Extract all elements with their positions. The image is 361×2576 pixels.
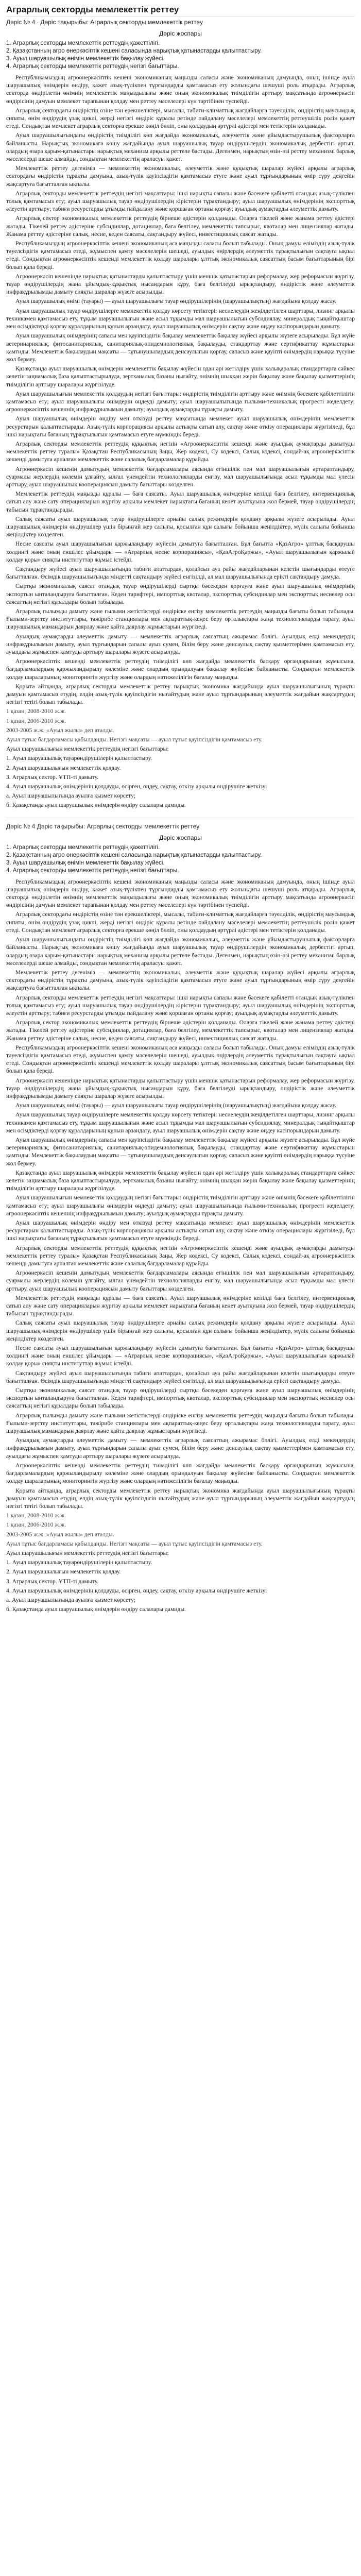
footnote: 1 қазан, 2006-2010 ж.ж. xyxy=(6,717,66,724)
breadcrumb-prefix: Дәріс № 4 xyxy=(6,19,36,26)
closing-list-item: 1. Ауыл шаруашылық тауарөндірушілерін қалыптастыру. xyxy=(6,1559,152,1566)
footnote: 1 қазан, 2006-2010 ж.ж. xyxy=(6,1521,66,1529)
body-paragraph: Агроөнеркәсіп кешенін дамытудың мемлекеттік бағдарламалары аясында егіншілік пен мал шаруашылығын әртараптандыру, суармалы жерлердің көлемін ұлғайту, ылғал үнемдейтін технологияларды енгізу, мал шаруашылығында асыл тұқымды мал үлесін арттыру, ауыл шаруашылық кооперациясын дамыту бағыттары көзделген. xyxy=(6,465,355,488)
footnote: 2003-2005 ж.ж. «Ауыл жылы» деп аталды. xyxy=(6,726,114,734)
body-paragraph: Агроөнеркәсіптік кешенді мемлекеттік реттеудің тиімділігі көп жағдайда мемлекеттік басқару органдарының жұмысына, бағдарламалардың қаржыландырылу көлеміне және олардың орындалуын бақылау жүйесіне байланысты. Сондықтан мемлекеттік қолдау шараларының мониторингін жүргізу және олардың нәтижелілігін бағалау маңызды. xyxy=(6,1462,355,1485)
body-paragraph: Сақтандыру жүйесі ауыл шаруашылығында табиғи апаттардан, қолайсыз ауа райы жағдайларынан келетін шығындарды өтеуге бағытталған. Өсімдік шаруашылығында міндетті сақтандыру жүйесі енгізілді, ал мал шаруашылығында ерікті сақтандыру дамуда. xyxy=(6,565,355,581)
body-paragraph: Аграрлық сектор экономикалық мемлекеттік реттеудің бірнеше әдістерін қолданады. Оларға тікелей және жанама реттеу әдістері жатады. Тікелей реттеу әдістеріне субсидиялар, дотациялар, баға белгілеу, мемлекеттік тапсырыс, квоталар мен лицензиялар жатады. Жанама реттеу әдістеріне салық, несие, кеден саясаты, сақтандыру жүйесі, инвестициялық саясат жатады. xyxy=(6,215,355,238)
body-paragraph: Ауыл шаруашылық өнімдерінің сапасы мен қауіпсіздігін бақылау мемлекеттік бақылау жүйесі арқылы жүзеге асырылады. Бұл жүйе ветеринариялық, фитосанитариялық, санитариялық-эпидемиологиялық бақылауды, стандарттау және сертификаттау жұмыстарын қамтиды. Мемлекеттік бақылаудың мақсаты — тұтынушылардың денсаулығын қорғау, сапасыз және қауіпті өнімдердің нарыққа түсуіне жол бермеу. xyxy=(6,332,355,363)
plan-item: 1. Аграрлық секторды мемлекеттік реттеудің қажеттілігі. xyxy=(6,40,160,46)
body-paragraph: Ауыл шаруашылық тауар өндірушілерге мемлекеттік қолдау көрсету тетіктері: несиелеудің жеңілдетілген шарттары, лизинг арқылы техникамен қамтамасыз ету, тұқым шаруашылығын және асыл тұқымды мал шаруашылығын субсидиялау, минералдық тыңайтқыштар мен өсімдіктерді қорғау құралдарының құнын арзандату, ауыл шаруашылық өнімдерін сақтау және өңдеу кәсіпорындарын дамыту. xyxy=(6,1111,355,1134)
plan-item: 4. Аграрлық секторды мемлекеттік реттеудің негізгі бағыттары. xyxy=(6,63,179,70)
body-paragraph: Ауыл шаруашылық өнімдерінің сапасы мен қауіпсіздігін бақылау мемлекеттік бақылау жүйесі арқылы жүзеге асырылады. Бұл жүйе ветеринариялық, фитосанитариялық, санитариялық-эпидемиологиялық бақылауды, стандарттау және сертификаттау жұмыстарын қамтиды. Мемлекеттік бақылаудың мақсаты — тұтынушылардың денсаулығын қорғау, сапасыз және қауіпті өнімдердің нарыққа түсуіне жол бермеу. xyxy=(6,1136,355,1167)
plan-item: 1. Аграрлық секторды мемлекеттік реттеудің қажеттілігі. xyxy=(6,844,160,851)
body-paragraph: Ауыл шаруашылық өнімі (тауары) — ауыл шаруашылығы тауар өндірушілерінің (шаруашылықтың) жағдайына қолдау жасау. xyxy=(15,1102,336,1109)
body-paragraph: Қазақстанда ауыл шаруашылық өнімдерін мемлекеттік бақылау жүйесін одан әрі жетілдіру үшін халықаралық стандарттарға сәйкес келетін заңнамалық база қалыптастырылуда, зертханалық базаны нығайту, өнімнің шыққан жерін бақылау және бақылау қызметтерінің тиімділігін арттыру шаралары жүргізілуде. xyxy=(6,1169,355,1192)
body-paragraph: Ауылдық аумақтарды әлеуметтік дамыту — мемлекеттік аграрлық саясаттың ажырамас бөлігі. Ауылдық елді мекендердің инфрақұрылымын дамыту, ауыл тұрғындарын сапалы ауыз сумен, білім беру және денсаулық сақтау қызметтерімен қамтамасыз ету, ауылдағы жұмыспен қамтуды арттыру шаралары жүзеге асырылуда. xyxy=(6,633,355,656)
body-paragraph: Ауыл шаруашылық тауар өндірушілерге мемлекеттік қолдау көрсету тетіктері: несиелеудің жеңілдетілген шарттары, лизинг арқылы техникамен қамтамасыз ету, тұқым шаруашылығын және асыл тұқымды мал шаруашылығын субсидиялау, минералдық тыңайтқыштар мен өсімдіктерді қорғау құралдарының құнын арзандату, ауыл шаруашылық өнімдерін сақтау және өңдеу кәсіпорындарын дамыту. xyxy=(6,307,355,330)
plan-item: 3. Ауыл шаруашылық өнімін мемлекеттік бақылау жүйесі. xyxy=(6,56,165,62)
plan-item: 2. Қазақстанның агро өнеркәсіптік кешені саласында нарықтық қатынастарды қалыптастыру. xyxy=(6,48,262,54)
body-paragraph: Қазақстанда ауыл шаруашылық өнімдерін мемлекеттік бақылау жүйесін одан әрі жетілдіру үшін халықаралық стандарттарға сәйкес келетін заңнамалық база қалыптастырылуда, зертханалық базаны нығайту, өнімнің шыққан жерін бақылау және бақылау қызметтерінің тиімділігін арттыру шаралары жүргізілуде. xyxy=(6,365,355,388)
body-paragraph: Несие саясаты ауыл шаруашылығын қаржыландыру жүйесін дамытуға бағытталған. Бұл бағытта «ҚазАгро» ұлттық басқарушы холдингі және оның еншілес ұйымдары — «Аграрлық несие корпорациясы», «ҚазАгроҚаржы», «Ауыл шаруашылығын қаржылай қолдау қоры» сияқты институттар жұмыс істейді. xyxy=(6,1345,355,1367)
breadcrumb-link[interactable]: Дәріс тақырыбы: Аграрлық секторды мемлекеттік реттеу xyxy=(40,19,203,26)
body-paragraph: Мемлекеттік реттеудің маңызды құралы — баға саясаты. Ауыл шаруашылық өнімдеріне кепілді баға белгілеу, интервенциялық сатып алу және сату операцияларын жүргізу арқылы мемлекет нарықтағы бағаның кенет ауытқуына жол бермей, тауар өндірушілердің табысын тұрақтандырады. xyxy=(6,490,355,513)
footnote: Ауыл тұтыс бағдарламасы қабылданды. Негізгі мақсаты — ауыл тұтыс қауіпсіздігін қамтамасыз ету. xyxy=(6,1540,263,1547)
body-paragraph: Аграрлық ғылымды дамыту және ғылыми жетістіктерді өндіріске енгізу мемлекеттік реттеудің маңызды бағыты болып табылады. Ғылыми-зерттеу институттары, тәжірибе станциялары мен ақпараттық-кеңес беру орталықтары жаңа технологияларды тарату, ауыл шаруашылық мамандарын даярлау және қайта даярлау жұмыстарын жүргізеді. xyxy=(6,1412,355,1435)
footnote: 1 қазан, 2008-2010 ж.ж. xyxy=(6,708,66,715)
body-paragraph: Аграрлық сектордағы өндірістің өзіне тән ерекшеліктері, мысалы, табиғи-климаттық жағдайларға тәуелділік, өндірістің маусымдық сипаты, өнім өндірудің ұзақ циклі, жерді негізгі өндіріс құралы ретінде пайдалану мәселелері мемлекеттің реттеушілік ролін қажет етеді. Сондықтан мемлекет аграрлық секторға ерекше көңіл бөліп, оны қолдаудың әртүрлі әдістері мен тетіктерін қолданады. xyxy=(6,107,355,130)
body-paragraph: Мемлекеттік реттеудің маңызды құралы — баға саясаты. Ауыл шаруашылық өнімдеріне кепілді баға белгілеу, интервенциялық сатып алу және сату операцияларын жүргізу арқылы мемлекет нарықтағы бағаның кенет ауытқуына жол бермей, тауар өндірушілердің табысын тұрақтандырады. xyxy=(6,1294,355,1317)
closing-list-item: 2. Ауыл шаруашылығын мемлекеттік қолдау. xyxy=(6,1568,121,1575)
lesson-container xyxy=(6,29,355,1613)
closing-list-item: 4. Ауыл шаруашылық өнімдерінің қолдауды, өсірген, өңдеу, сақтау, өткізу арқылы өндірушіге жеткізу: xyxy=(6,1587,267,1594)
closing-list-item: а. Ауыл шаруашылығында ауылға қызмет көрсету; xyxy=(6,1596,135,1603)
body-paragraph: Республикамыздың агроөнеркәсіптік кешені экономиканың аса маңызды саласы болып табылады. Оның дамуы еліміздің азық-түлік тәуелсіздігін қамтамасыз етеді, жұмыспен қамту мәселелерін шешеді, ауылдық өңірлердің әлеуметтік тұрақтылығын сақтауға ықпал етеді. Сондықтан агроөнеркәсіптік кешенді мемлекеттік қолдау шаралары ұлттық экономикалық саясаттың басым бағыттарының бірі болып қала береді. xyxy=(6,240,355,270)
lesson-section xyxy=(6,29,355,809)
closing-list-item: б. Қазақстанда ауыл шаруашылық өнімдерін өндіру салалары дамиды. xyxy=(6,802,186,809)
body-paragraph: Сыртқы экономикалық саясат отандық тауар өндірушілерді сыртқы бәсекеден қорғауға және ауыл шаруашылық өнімдерінің экспортын ынталандыруға бағытталған. Кеден тарифтері, импорттық квоталар, экспорттық субсидиялар мен экспорттық несиелер осы саясаттың негізгі құралдары болып табылады. xyxy=(6,583,355,605)
body-paragraph: Аграрлық сектордағы өндірістің өзіне тән ерекшеліктері, мысалы, табиғи-климаттық жағдайларға тәуелділік, өндірістің маусымдық сипаты, өнім өндірудің ұзақ циклі, жерді негізгі өндіріс құралы ретінде пайдалану мәселелері мемлекеттің реттеушілік ролін қажет етеді. Сондықтан мемлекет аграрлық секторға ерекше көңіл бөліп, оны қолдаудың әртүрлі әдістері мен тетіктерін қолданады. xyxy=(6,911,355,934)
body-paragraph: Агроөнеркәсіп кешенін дамытудың мемлекеттік бағдарламалары аясында егіншілік пен мал шаруашылығын әртараптандыру, суармалы жерлердің көлемін ұлғайту, ылғал үнемдейтін технологияларды енгізу, мал шаруашылығында асыл тұқымды мал үлесін арттыру, ауыл шаруашылық кооперациясын дамыту бағыттары көзделген. xyxy=(6,1269,355,1292)
breadcrumb-separator: · xyxy=(37,19,39,26)
body-paragraph: Қорыта айтқанда, аграрлық секторды мемлекеттік реттеу нарықтық экономика жағдайында ауыл шаруашылығының тұрақты дамуын қамтамасыз етудің, елдің азық-түлік қауіпсіздігін нығайтудың және ауыл тұрғындарының әлеуметтік жағдайын жақсартудың негізгі тетігі болып табылады. xyxy=(6,1487,355,1510)
closing-list-item: а. Ауыл шаруашылығында ауылға қызмет көрсету; xyxy=(6,792,135,800)
lesson-breadcrumb: Дәріс № 4 Дәріс тақырыбы: Аграрлық секторды мемлекеттік реттеу xyxy=(6,822,200,830)
body-paragraph: Сақтандыру жүйесі ауыл шаруашылығында табиғи апаттардан, қолайсыз ауа райы жағдайларынан келетін шығындарды өтеуге бағытталған. Өсімдік шаруашылығында міндетті сақтандыру жүйесі енгізілді, ал мал шаруашылығында ерікті сақтандыру дамуда. xyxy=(6,1369,355,1384)
plan-item: 2. Қазақстанның агро өнеркәсіптік кешені саласында нарықтық қатынастарды қалыптастыру. xyxy=(6,852,262,858)
footnote: 1 қазан, 2008-2010 ж.ж. xyxy=(6,1512,66,1519)
body-paragraph: Ауыл шаруашылығын мемлекеттік қолдаудың негізгі бағыттары: өндірістің тиімділігін арттыру және өнімнің бәсекеге қабілеттілігін қамтамасыз ету; ауыл шаруашылығы өнімдерін өңдеуді дамыту; ауыл шаруашылығында ғылыми-техникалық прогресті жеделдету; агроөнеркәсіптік кешеннің инфрақұрылымын дамыту; ауылдық аумақтарды тұрақты дамыту. xyxy=(6,1194,355,1217)
closing-list-item: б. Қазақстанда ауыл шаруашылық өнімдерін өндіру салалары дамиды. xyxy=(6,1606,186,1613)
body-paragraph: Қорыта айтқанда, аграрлық секторды мемлекеттік реттеу нарықтық экономика жағдайында ауыл шаруашылығының тұрақты дамуын қамтамасыз етудің, елдің азық-түлік қауіпсіздігін нығайтудың және ауыл тұрғындарының әлеуметтік жағдайын жақсартудың негізгі тетігі болып табылады. xyxy=(6,683,355,706)
body-paragraph: Республикамыздың агроөнеркәсіптік кешені экономиканың аса маңызды саласы болып табылады. Оның дамуы еліміздің азық-түлік тәуелсіздігін қамтамасыз етеді, жұмыспен қамту мәселелерін шешеді, ауылдық өңірлердің әлеуметтік тұрақтылығын сақтауға ықпал етеді. Сондықтан агроөнеркәсіптік кешенді мемлекеттік қолдау шаралары ұлттық экономикалық саясаттың басым бағыттарының бірі болып қала береді. xyxy=(6,1044,355,1075)
body-paragraph: Мемлекеттік реттеу дегеніміз — мемлекеттің экономикалық, әлеуметтік және құқықтық шаралар жүйесі арқылы аграрлық сектордағы өндірістің тұрақты дамуына, азық-түлік қауіпсіздігін қамтамасыз етуге және ауыл тұрғындарының өмір сүру деңгейін жақсартуға бағытталған ықпалы. xyxy=(6,165,355,188)
closing-list-item: 2. Ауыл шаруашылығын мемлекеттік қолдау. xyxy=(6,764,121,771)
body-paragraph: Аграрлық ғылымды дамыту және ғылыми жетістіктерді өндіріске енгізу мемлекеттік реттеудің маңызды бағыты болып табылады. Ғылыми-зерттеу институттары, тәжірибе станциялары мен ақпараттық-кеңес беру орталықтары жаңа технологияларды тарату, ауыл шаруашылық мамандарын даярлау және қайта даярлау жұмыстарын жүргізеді. xyxy=(6,608,355,631)
plan-heading: Дәріс жоспары xyxy=(159,834,202,841)
breadcrumb xyxy=(6,18,355,26)
plan-list xyxy=(6,40,355,71)
body-paragraph: Республикамыздың агроөнеркәсіптік кешені экономиканың маңызды саласы және экономиканың дамуында, оның ішінде ауыл шаруашылық өнімдерін өндіру, қажет азық-түлікпен тұрғындарды қамтамасыз ету жолындағы шешуші роль атқарады. Аграрлық секторда өндірілетін өнімнің мемлекеттік маңыздылығы және оның экономикалық тиімділігін арттыру мақсатында агроөнеркәсіп өндірісінің дамуын мемлекет тарапынан қолдау мен реттеу мәселелері күн тәртібінен түспейді. xyxy=(6,74,355,105)
body-paragraph: Салық саясаты ауыл шаруашылық тауар өндірушілерге арнайы салық режимдерін қолдану арқылы жүзеге асырылады. Ауыл шаруашылық өнімдерін өндірушілер үшін бірыңғай жер салығы, қосылған құн салығы бойынша жеңілдіктер, мүлік салығы бойынша жеңілдіктер көзделген. xyxy=(6,1319,355,1342)
footnote: Ауыл тұтыс бағдарламасы қабылданды. Негізгі мақсаты — ауыл тұтыс қауіпсіздігін қамтамасыз ету. xyxy=(6,736,263,743)
plan-heading: Дәріс жоспары xyxy=(159,30,202,37)
closing-heading: Ауыл шаруашылығын мемлекеттік реттеудің негізгі бағыттары: xyxy=(6,745,169,753)
body-paragraph: Ауыл шаруашылық өнімдерін өндіру мен өткізуді реттеу мақсатында мемлекет ауыл шаруашылық өнімдерінің мемлекеттік ресурстарын қалыптастырады. Азық-түлік корпорациясы арқылы астықты сатып алу, сақтау және өткізу операциялары жүргізіледі, бұл ішкі нарықтағы бағаның тұрақтылығын қамтамасыз етуге мүмкіндік береді. xyxy=(6,415,355,438)
body-paragraph: Агроөнеркәсіп кешенінде нарықтық қатынастарды қалыптастыру үшін меншік қатынастарын реформалау, жер реформасын жүргізу, тауар өндірушілердің жаңа ұйымдық-құқықтық нысандарын құру, баға белгілеуді ырықтандыру, өндірістік және әлеуметтік инфрақұрылымды дамыту сияқты шаралар жүзеге асырылды. xyxy=(6,273,355,296)
body-paragraph: Ауыл шаруашылық өнімдерін өндіру мен өткізуді реттеу мақсатында мемлекет ауыл шаруашылық өнімдерінің мемлекеттік ресурстарын қалыптастырады. Азық-түлік корпорациясы арқылы астықты сатып алу, сақтау және өткізу операциялары жүргізіледі, бұл ішкі нарықтағы бағаның тұрақтылығын қамтамасыз етуге мүмкіндік береді. xyxy=(6,1219,355,1242)
body-paragraph: Ауыл шаруашылығын мемлекеттік қолдаудың негізгі бағыттары: өндірістің тиімділігін арттыру және өнімнің бәсекеге қабілеттілігін қамтамасыз ету; ауыл шаруашылығы өнімдерін өңдеуді дамыту; ауыл шаруашылығында ғылыми-техникалық прогресті жеделдету; агроөнеркәсіптік кешеннің инфрақұрылымын дамыту; ауылдық аумақтарды тұрақты дамыту. xyxy=(6,390,355,413)
plan-item: 3. Ауыл шаруашылық өнімін мемлекеттік бақылау жүйесі. xyxy=(6,859,165,866)
body-paragraph: Салық саясаты ауыл шаруашылық тауар өндірушілерге арнайы салық режимдерін қолдану арқылы жүзеге асырылады. Ауыл шаруашылық өнімдерін өндірушілер үшін бірыңғай жер салығы, қосылған құн салығы бойынша жеңілдіктер, мүлік салығы бойынша жеңілдіктер көзделген. xyxy=(6,515,355,538)
body-paragraph: Ауыл шаруашылығындағы өндірістің тиімділігі көп жағдайда экономикалық, әлеуметтік және ұйымдастырушылық факторларға байланысты. Нарықтық экономикаға көшу жағдайында ауыл шаруашылық тауар өндірушілердің экономикалық дербестігі артып, олардың өзара қарым-қатынастары нарықтық механизм арқылы реттеле бастады. Дегенмен, нарықтың өзін-өзі реттеу механизмі барлық мәселелерді шеше алмайды, сондықтан мемлекеттің араласуы қажет. xyxy=(6,132,355,163)
plan-list xyxy=(6,844,355,875)
body-paragraph: Аграрлық секторды мемлекеттік реттеудің негізгі мақсаттары: ішкі нарықты сапалы және бәсекеге қабілетті отандық азық-түлікпен толық қамтамасыз ету; ауыл шаруашылық тауар өндірушілердің кірістерін тұрақтандыру; ауыл шаруашылық өнімдерінің экспорттық әлеуетін арттыру; табиғи ресурстарды ұтымды пайдалану және қоршаған ортаны қорғау; ауылдық аумақтарды әлеуметтік дамыту. xyxy=(6,190,355,213)
body-paragraph: Аграрлық секторды мемлекеттік реттеудің құқықтық негізін «Агроөнеркәсіптік кешенді және ауылдық аумақтарды дамытуды мемлекеттік реттеу туралы» Қазақстан Республикасының Заңы, Жер кодексі, Су кодексі, Салық кодексі, сондай-ақ агроөнеркәсіптік кешенді дамытуға арналған мемлекеттік және салалық бағдарламалар құрайды. xyxy=(6,440,355,463)
closing-list-item: 1. Ауыл шаруашылық тауарөндірушілерін қалыптастыру. xyxy=(6,755,152,762)
body-paragraph: Аграрлық сектор экономикалық мемлекеттік реттеудің бірнеше әдістерін қолданады. Оларға тікелей және жанама реттеу әдістері жатады. Тікелей реттеу әдістеріне субсидиялар, дотациялар, баға белгілеу, мемлекеттік тапсырыс, квоталар мен лицензиялар жатады. Жанама реттеу әдістеріне салық, несие, кеден саясаты, сақтандыру жүйесі, инвестициялық саясат жатады. xyxy=(6,1019,355,1042)
body-paragraph: Аграрлық секторды мемлекеттік реттеудің құқықтық негізін «Агроөнеркәсіптік кешенді және ауылдық аумақтарды дамытуды мемлекеттік реттеу туралы» Қазақстан Республикасының Заңы, Жер кодексі, Су кодексі, Салық кодексі, сондай-ақ агроөнеркәсіптік кешенді дамытуға арналған мемлекеттік және салалық бағдарламалар құрайды. xyxy=(6,1244,355,1267)
lesson-section xyxy=(6,818,355,1614)
body-paragraph: Мемлекеттік реттеу дегеніміз — мемлекеттің экономикалық, әлеуметтік және құқықтық шаралар жүйесі арқылы аграрлық сектордағы өндірістің тұрақты дамуына, азық-түлік қауіпсіздігін қамтамасыз етуге және ауыл тұрғындарының өмір сүру деңгейін жақсартуға бағытталған ықпалы. xyxy=(6,969,355,992)
closing-heading: Ауыл шаруашылығын мемлекеттік реттеудің негізгі бағыттары: xyxy=(6,1549,169,1556)
body-paragraph: Ауылдық аумақтарды әлеуметтік дамыту — мемлекеттік аграрлық саясаттың ажырамас бөлігі. Ауылдық елді мекендердің инфрақұрылымын дамыту, ауыл тұрғындарын сапалы ауыз сумен, білім беру және денсаулық сақтау қызметтерімен қамтамасыз ету, ауылдағы жұмыспен қамтуды арттыру шаралары жүзеге асырылуда. xyxy=(6,1437,355,1460)
body-paragraph: Аграрлық секторды мемлекеттік реттеудің негізгі мақсаттары: ішкі нарықты сапалы және бәсекеге қабілетті отандық азық-түлікпен толық қамтамасыз ету; ауыл шаруашылық тауар өндірушілердің кірістерін тұрақтандыру; ауыл шаруашылық өнімдерінің экспорттық әлеуетін арттыру; табиғи ресурстарды ұтымды пайдалану және қоршаған ортаны қорғау; ауылдық аумақтарды әлеуметтік дамыту. xyxy=(6,994,355,1016)
body-paragraph: Республикамыздың агроөнеркәсіптік кешені экономиканың маңызды саласы және экономиканың дамуында, оның ішінде ауыл шаруашылық өнімдерін өндіру, қажет азық-түлікпен тұрғындарды қамтамасыз ету жолындағы шешуші роль атқарады. Аграрлық секторда өндірілетін өнімнің мемлекеттік маңыздылығы және оның экономикалық тиімділігін арттыру мақсатында агроөнеркәсіп өндірісінің дамуын мемлекет тарапынан қолдау мен реттеу мәселелері күн тәртібінен түспейді. xyxy=(6,878,355,909)
footnote: 2003-2005 ж.ж. «Ауыл жылы» деп аталды. xyxy=(6,1531,114,1538)
closing-list-item: 3. Аграрлық сектор. ҰТП-ті дамыту. xyxy=(6,1578,99,1585)
body-paragraph: Агроөнеркәсіп кешенінде нарықтық қатынастарды қалыптастыру үшін меншік қатынастарын реформалау, жер реформасын жүргізу, тауар өндірушілердің жаңа ұйымдық-құқықтық нысандарын құру, баға белгілеуді ырықтандыру, өндірістік және әлеуметтік инфрақұрылымды дамыту сияқты шаралар жүзеге асырылды. xyxy=(6,1077,355,1099)
body-paragraph: Несие саясаты ауыл шаруашылығын қаржыландыру жүйесін дамытуға бағытталған. Бұл бағытта «ҚазАгро» ұлттық басқарушы холдингі және оның еншілес ұйымдары — «Аграрлық несие корпорациясы», «ҚазАгроҚаржы», «Ауыл шаруашылығын қаржылай қолдау қоры» сияқты институттар жұмыс істейді. xyxy=(6,540,355,563)
body-paragraph: Ауыл шаруашылығындағы өндірістің тиімділігі көп жағдайда экономикалық, әлеуметтік және ұйымдастырушылық факторларға байланысты. Нарықтық экономикаға көшу жағдайында ауыл шаруашылық тауар өндірушілердің экономикалық дербестігі артып, олардың өзара қарым-қатынастары нарықтық механизм арқылы реттеле бастады. Дегенмен, нарықтың өзін-өзі реттеу механизмі барлық мәселелерді шеше алмайды, сондықтан мемлекеттің араласуы қажет. xyxy=(6,936,355,967)
closing-list-item: 4. Ауыл шаруашылық өнімдерінің қолдауды, өсірген, өңдеу, сақтау, өткізу арқылы өндірушіге жеткізу: xyxy=(6,783,267,790)
page-title: Аграрлық секторды мемлекеттік реттеу xyxy=(6,4,355,16)
body-paragraph: Ауыл шаруашылық өнімі (тауары) — ауыл шаруашылығы тауар өндірушілерінің (шаруашылықтың) жағдайына қолдау жасау. xyxy=(15,298,336,305)
body-paragraph: Сыртқы экономикалық саясат отандық тауар өндірушілерді сыртқы бәсекеден қорғауға және ауыл шаруашылық өнімдерінің экспортын ынталандыруға бағытталған. Кеден тарифтері, импорттық квоталар, экспорттық субсидиялар мен экспорттық несиелер осы саясаттың негізгі құралдары болып табылады. xyxy=(6,1387,355,1410)
body-paragraph: Агроөнеркәсіптік кешенді мемлекеттік реттеудің тиімділігі көп жағдайда мемлекеттік басқару органдарының жұмысына, бағдарламалардың қаржыландырылу көлеміне және олардың орындалуын бақылау жүйесіне байланысты. Сондықтан мемлекеттік қолдау шараларының мониторингін жүргізу және олардың нәтижелілігін бағалау маңызды. xyxy=(6,658,355,681)
closing-list-item: 3. Аграрлық сектор. ҰТП-ті дамыту. xyxy=(6,773,99,781)
plan-item: 4. Аграрлық секторды мемлекеттік реттеудің негізгі бағыттары. xyxy=(6,867,179,874)
